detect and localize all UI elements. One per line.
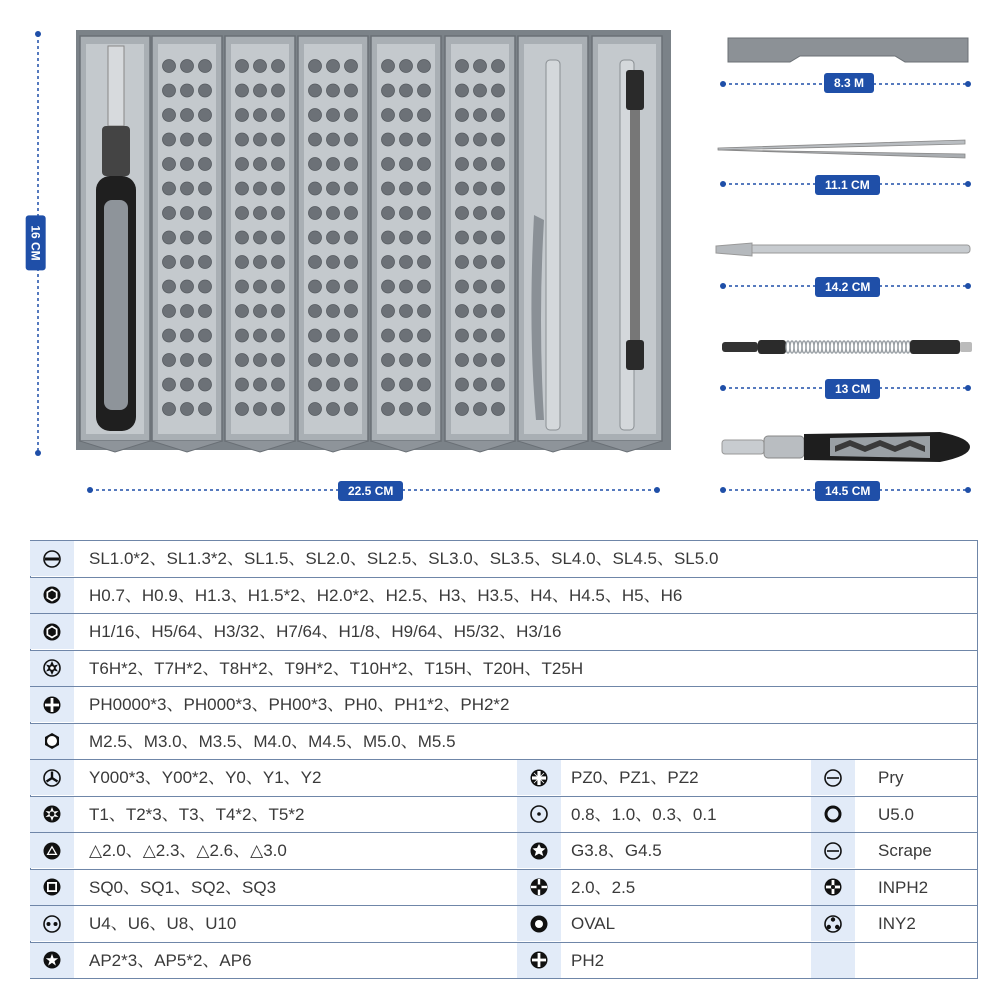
hex-icon: [30, 614, 74, 649]
slotted-icon: [30, 541, 74, 576]
phillips-icon: [517, 943, 561, 978]
spec-row: [30, 942, 978, 979]
case-panel: [445, 36, 515, 452]
spec-text: PZ0、PZ1、PZ2: [571, 768, 699, 787]
case-panel: [518, 36, 588, 452]
nut-socket-icon: [30, 724, 74, 759]
spec-row: [30, 796, 978, 832]
spec-text: T6H*2、T7H*2、T8H*2、T9H*2、T10H*2、T15H、T20H、T25H: [89, 658, 584, 678]
pry-bar-length-label: 8.3 M: [824, 73, 874, 93]
spec-row: [30, 613, 978, 649]
spec-text: Pry: [878, 768, 904, 787]
spec-text: U5.0: [878, 804, 914, 824]
case-panel: [225, 36, 295, 452]
spec-text: 0.8、1.0、0.3、0.1: [571, 804, 717, 824]
height-dimension-label: 16 CM: [26, 215, 46, 270]
case-panel: [152, 36, 222, 452]
case-panel: [298, 36, 368, 452]
spec-row: [30, 759, 978, 795]
flex-extension-length-label: 13 CM: [825, 379, 880, 399]
inph-icon: [811, 870, 855, 905]
bit-spec-table: [30, 540, 978, 978]
pry-bar-icon: [728, 38, 968, 62]
cross-slot-icon: [517, 870, 561, 905]
gear-star-icon: [517, 833, 561, 868]
spec-row: [30, 723, 978, 759]
triangle-icon: [30, 833, 74, 868]
spec-row: [30, 869, 978, 905]
pentalobe-icon: [517, 797, 561, 832]
spudger-length-label: 14.2 CM: [815, 277, 880, 297]
spec-text: PH0000*3、PH000*3、PH00*3、PH0、PH1*2、PH2*2: [89, 695, 510, 714]
spec-text: T1、T2*3、T3、T4*2、T5*2: [89, 804, 305, 824]
spec-row: [30, 832, 978, 868]
spec-text: H1/16、H5/64、H3/32、H7/64、H1/8、H9/64、H5/32、H3/16: [89, 622, 562, 641]
spec-row: [30, 577, 978, 613]
oval-icon: [517, 906, 561, 941]
spec-text: SQ0、SQ1、SQ2、SQ3: [89, 877, 277, 897]
case-panel: [80, 36, 150, 452]
spec-row: [30, 905, 978, 941]
torx-security-icon: [30, 651, 74, 686]
spec-text: G3.8、G4.5: [571, 841, 662, 860]
spec-row: [30, 686, 978, 722]
pry-icon: [811, 760, 855, 795]
spec-text: M2.5、M3.0、M3.5、M4.0、M4.5、M5.0、M5.5: [89, 731, 456, 751]
spec-row: [30, 650, 978, 686]
pozidriv-icon: [517, 760, 561, 795]
case-panel: [371, 36, 441, 452]
tweezers-length-label: 11.1 CM: [815, 175, 880, 195]
phillips-icon: [30, 687, 74, 722]
spec-text: OVAL: [571, 914, 616, 933]
tri-wing-icon: [30, 760, 74, 795]
case-panel: [592, 36, 662, 452]
torx-icon: [30, 797, 74, 832]
spec-text: H0.7、H0.9、H1.3、H1.5*2、H2.0*2、H2.5、H3、H3.5、H4、H4.5、H5、H6: [89, 585, 683, 605]
spec-text: △2.0、△2.3、△2.6、△3.0: [89, 841, 287, 860]
star-icon: [30, 943, 74, 978]
width-dimension-label: 22.5 CM: [338, 481, 403, 501]
spec-text: AP2*3、AP5*2、AP6: [89, 950, 252, 970]
two-dot-icon: [30, 906, 74, 941]
spec-text: Scrape: [878, 841, 932, 860]
spec-row: [30, 540, 978, 576]
square-icon: [30, 870, 74, 905]
u-ring-icon: [811, 797, 855, 832]
blank-icon: [811, 943, 855, 978]
spec-text: INY2: [878, 914, 916, 933]
hex-icon: [30, 578, 74, 613]
spec-text: 2.0、2.5: [571, 877, 636, 897]
spec-text: Y000*3、Y00*2、Y0、Y1、Y2: [89, 768, 322, 787]
iny-icon: [811, 906, 855, 941]
spec-text: U4、U6、U8、U10: [89, 914, 237, 933]
spec-text: INPH2: [878, 877, 929, 897]
spec-text: PH2: [571, 950, 605, 970]
spec-text: SL1.0*2、SL1.3*2、SL1.5、SL2.0、SL2.5、SL3.0、SL3.5、SL4.0、SL4.5、SL5.0: [89, 549, 719, 568]
handle-length-label: 14.5 CM: [815, 481, 880, 501]
scrape-icon: [811, 833, 855, 868]
